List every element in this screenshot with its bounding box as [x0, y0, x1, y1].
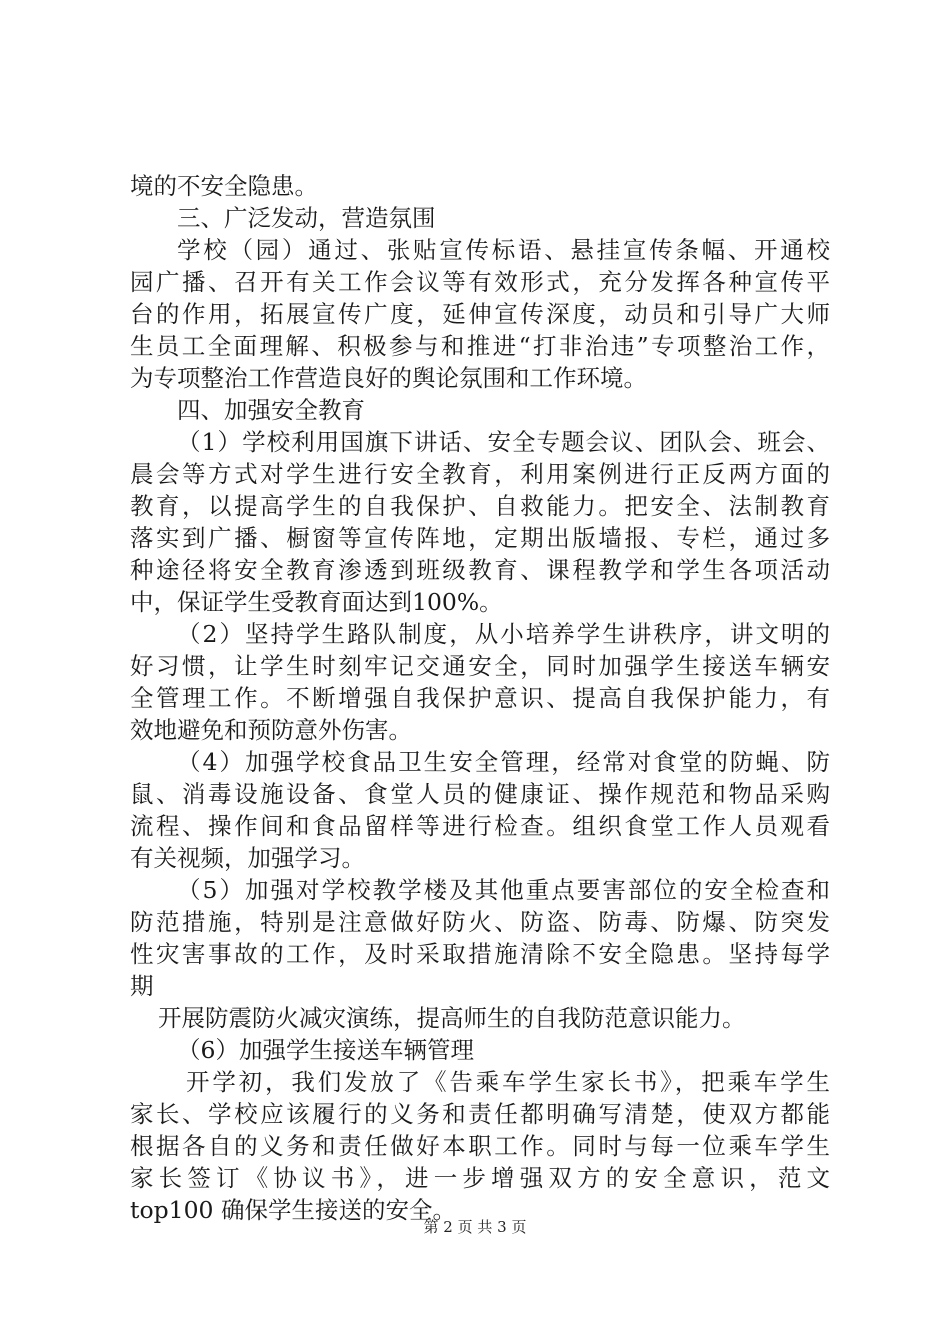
text-line: 性灾害事故的工作，及时采取措施清除不安全隐患。坚持每学 [130, 940, 830, 968]
text-line: 好习惯，让学生时刻牢记交通安全，同时加强学生接送车辆安 [130, 652, 830, 680]
text-line: 学校（园）通过、张贴宣传标语、悬挂宣传条幅、开通校 [177, 236, 830, 264]
text-line: 开展防震防火减灾演练，提高师生的自我防范意识能力。 [158, 1004, 746, 1032]
text-line: （5）加强对学校教学楼及其他重点要害部位的安全检查和 [177, 876, 830, 904]
text-line: 台的作用，拓展宣传广度，延伸宣传深度，动员和引导广大师 [130, 300, 830, 328]
text-line: 家长、学校应该履行的义务和责任都明确写清楚，使双方都能 [130, 1100, 830, 1128]
text-line: 开学初，我们发放了《告乘车学生家长书》，把乘车学生 [186, 1068, 830, 1096]
document-body [130, 170, 830, 1226]
page-footer: 第 2 页 共 3 页 [423, 1218, 527, 1236]
text-line: 效地避免和预防意外伤害。 [130, 716, 412, 744]
text-line: 中，保证学生受教育面达到100%。 [130, 588, 503, 616]
text-line: 园广播、召开有关工作会议等有效形式，充分发挥各种宣传平 [130, 268, 830, 296]
text-line: 根据各自的义务和责任做好本职工作。同时与每一位乘车学生 [130, 1132, 830, 1160]
text-line: 落实到广播、橱窗等宣传阵地，定期出版墙报、专栏，通过多 [130, 524, 830, 552]
text-line: 鼠、消毒设施设备、食堂人员的健康证、操作规范和物品采购 [130, 780, 830, 808]
text-line: 境的不安全隐患。 [130, 172, 318, 200]
text-line: 期 [130, 972, 154, 1000]
text-line: 三、广泛发动，营造氛围 [177, 204, 436, 232]
text-line: （6）加强学生接送车辆管理 [177, 1036, 474, 1064]
text-line: 为专项整治工作营造良好的舆论氛围和工作环境。 [130, 364, 647, 392]
text-line: （4）加强学校食品卫生安全管理，经常对食堂的防蝇、防 [177, 748, 830, 776]
text-line: （2）坚持学生路队制度，从小培养学生讲秩序，讲文明的 [177, 620, 830, 648]
text-line: 全管理工作。不断增强自我保护意识、提高自我保护能力，有 [130, 684, 830, 712]
text-line: 教育，以提高学生的自我保护、自救能力。把安全、法制教育 [130, 492, 830, 520]
text-line: top100 确保学生接送的安全。 [130, 1196, 456, 1224]
text-line: （1）学校利用国旗下讲话、安全专题会议、团队会、班会、 [177, 428, 830, 456]
text-line: 流程、操作间和食品留样等进行检查。组织食堂工作人员观看 [130, 812, 830, 840]
text-line: 晨会等方式对学生进行安全教育，利用案例进行正反两方面的 [130, 460, 830, 488]
text-line: 种途径将安全教育渗透到班级教育、课程教学和学生各项活动 [130, 556, 830, 584]
text-line: 防范措施，特别是注意做好防火、防盗、防毒、防爆、防突发 [130, 908, 830, 936]
text-line: 有关视频，加强学习。 [130, 844, 365, 872]
text-line: 家长签订《协议书》，进一步增强双方的安全意识，范文 [130, 1164, 830, 1192]
text-line: 四、加强安全教育 [177, 396, 365, 424]
text-line: 生员工全面理解、积极参与和推进“打非治违”专项整治工作， [130, 332, 830, 360]
